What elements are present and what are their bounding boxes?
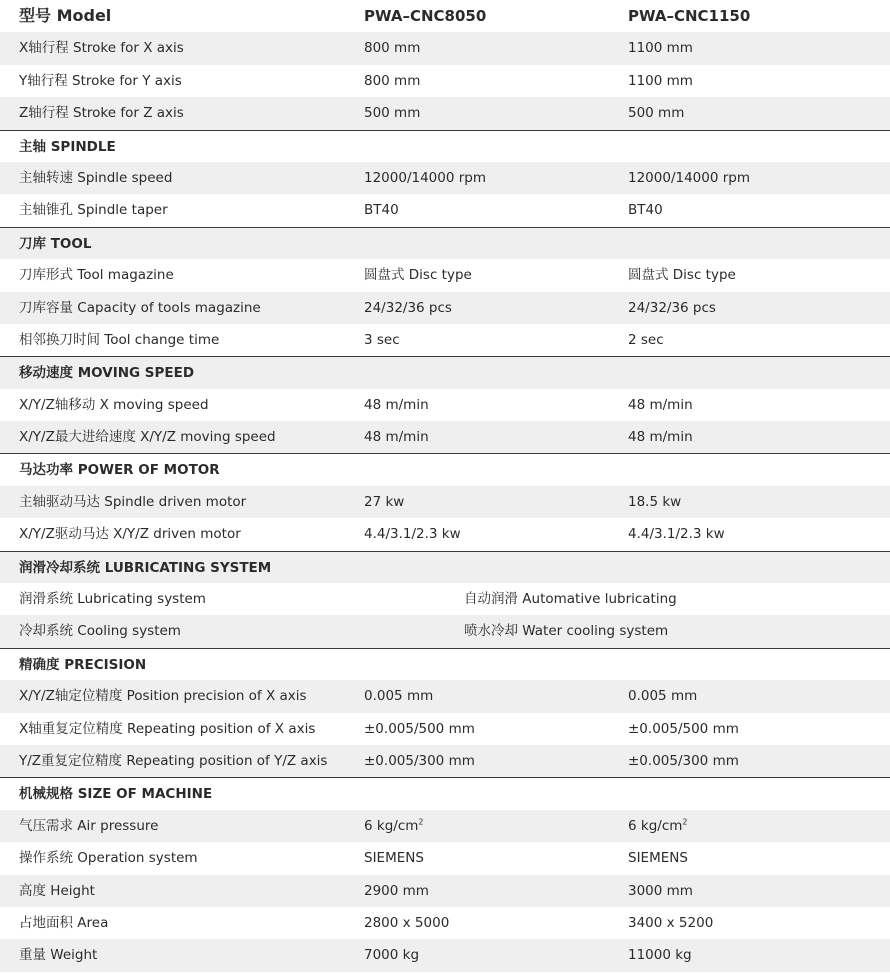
row-label: 刀库容量 Capacity of tools magazine xyxy=(19,299,261,316)
table-row xyxy=(0,32,890,64)
row-label: 刀库形式 Tool magazine xyxy=(19,267,174,284)
section-title xyxy=(0,453,890,485)
row-value-a xyxy=(364,65,420,97)
row-label: 操作系统 Operation system xyxy=(19,850,198,867)
section-title xyxy=(0,356,890,388)
section-title-text: 刀库 TOOL xyxy=(19,235,92,252)
row-label: X/Y/Z轴定位精度 Position precision of X axis xyxy=(19,688,307,705)
row-value-b xyxy=(628,713,739,745)
row-value-a xyxy=(364,97,420,129)
value-text: BT40 xyxy=(364,202,399,219)
row-value-a xyxy=(364,907,449,939)
row-value-b xyxy=(628,486,681,518)
table-row xyxy=(0,324,890,356)
table-row xyxy=(0,162,890,194)
value-text: 18.5 kw xyxy=(628,493,682,510)
table-row xyxy=(0,65,890,97)
value-text: SIEMENS xyxy=(364,850,424,867)
row-value-b xyxy=(628,32,693,64)
value-text: 0.005 mm xyxy=(364,688,434,705)
section-title-text: 移动速度 MOVING SPEED xyxy=(19,365,195,382)
row-value-b xyxy=(628,421,693,453)
row-value-b xyxy=(628,842,688,874)
value-text: 7000 kg xyxy=(364,947,420,964)
row-label: 主轴驱动马达 Spindle driven motor xyxy=(19,493,247,510)
table-row xyxy=(0,97,890,129)
value-text: 4.4/3.1/2.3 kw xyxy=(628,526,725,543)
value-text: 48 m/min xyxy=(628,429,693,446)
section-title xyxy=(0,227,890,259)
row-label: X/Y/Z轴移动 X moving speed xyxy=(19,396,209,413)
value-text: 1100 mm xyxy=(628,72,693,89)
unit-superscript: 2 xyxy=(682,817,688,827)
table-row xyxy=(0,875,890,907)
row-value-b xyxy=(628,292,716,324)
value-text: 24/32/36 pcs xyxy=(628,299,716,316)
row-value-shared: 喷水冷却 Water cooling system xyxy=(464,623,669,640)
table-row xyxy=(0,842,890,874)
header-model-a: PWA–CNC8050 xyxy=(364,7,487,25)
row-label: Y/Z重复定位精度 Repeating position of Y/Z axis xyxy=(19,752,328,769)
value-text: 3000 mm xyxy=(628,882,693,899)
table-row xyxy=(0,680,890,712)
table-row xyxy=(0,939,890,971)
table-row xyxy=(0,810,890,842)
section-title xyxy=(0,130,890,162)
row-value-a xyxy=(364,745,475,777)
row-value-a xyxy=(364,194,399,226)
value-text: 圆盘式 Disc type xyxy=(364,267,472,284)
value-text: 2800 x 5000 xyxy=(364,914,450,931)
row-value-a xyxy=(364,162,486,194)
row-value-b xyxy=(628,939,692,971)
row-label: 润滑系统 Lubricating system xyxy=(19,591,206,608)
row-value-b xyxy=(628,324,664,356)
row-label: 占地面积 Area xyxy=(19,914,109,931)
table-row xyxy=(0,713,890,745)
row-label: Z轴行程 Stroke for Z axis xyxy=(19,105,184,122)
row-value-a xyxy=(364,875,429,907)
section-title-text: 机械规格 SIZE OF MACHINE xyxy=(19,786,213,803)
value-text: 500 mm xyxy=(364,105,421,122)
table-row xyxy=(0,389,890,421)
row-label: Y轴行程 Stroke for Y axis xyxy=(19,72,182,89)
value-text: 48 m/min xyxy=(364,396,429,413)
value-text: 800 mm xyxy=(364,72,421,89)
row-value-shared: 自动润滑 Automative lubricating xyxy=(464,591,677,608)
value-text: 3400 x 5200 xyxy=(628,914,714,931)
row-value-a xyxy=(364,421,429,453)
row-value-b xyxy=(628,518,725,550)
table-row xyxy=(0,194,890,226)
row-value-b xyxy=(628,162,750,194)
row-label: 高度 Height xyxy=(19,882,95,899)
value-text: 12000/14000 rpm xyxy=(364,169,487,186)
value-text: 24/32/36 pcs xyxy=(364,299,452,316)
row-value-b xyxy=(628,389,693,421)
value-text: 1100 mm xyxy=(628,40,693,57)
value-text: ±0.005/500 mm xyxy=(628,720,739,737)
value-text: 800 mm xyxy=(364,40,421,57)
table-row xyxy=(0,907,890,939)
value-text: 48 m/min xyxy=(364,429,429,446)
value-text: 500 mm xyxy=(628,105,685,122)
row-label: 主轴锥孔 Spindle taper xyxy=(19,202,168,219)
section-title-text: 马达功率 POWER OF MOTOR xyxy=(19,462,220,479)
header-model-b: PWA–CNC1150 xyxy=(628,7,751,25)
row-value-a xyxy=(364,32,420,64)
value-text: 12000/14000 rpm xyxy=(628,169,751,186)
section-title-text: 润滑冷却系统 LUBRICATING SYSTEM xyxy=(19,559,272,576)
row-label: 重量 Weight xyxy=(19,947,98,964)
row-value-a xyxy=(364,486,404,518)
section-title-text: 主轴 SPINDLE xyxy=(19,138,116,155)
row-value-b xyxy=(628,875,693,907)
section-title xyxy=(0,648,890,680)
row-label: X轴重复定位精度 Repeating position of X axis xyxy=(19,720,316,737)
table-row xyxy=(0,615,890,647)
row-value-a xyxy=(364,842,424,874)
value-text: 4.4/3.1/2.3 kw xyxy=(364,526,461,543)
value-text: 11000 kg xyxy=(628,947,692,964)
value-text: 2900 mm xyxy=(364,882,429,899)
row-value-b xyxy=(628,65,693,97)
section-title xyxy=(0,551,890,583)
row-value-a xyxy=(364,939,419,971)
row-label: 主轴转速 Spindle speed xyxy=(19,169,173,186)
row-value-a xyxy=(364,680,433,712)
value-text: BT40 xyxy=(628,202,663,219)
value-text: SIEMENS xyxy=(628,850,688,867)
table-row xyxy=(0,292,890,324)
row-value-a xyxy=(364,259,472,291)
table-row xyxy=(0,421,890,453)
row-label: 相邻换刀时间 Tool change time xyxy=(19,331,220,348)
value-text: 27 kw xyxy=(364,493,405,510)
value-text: ±0.005/300 mm xyxy=(628,752,739,769)
value-text: ±0.005/500 mm xyxy=(364,720,475,737)
row-value-b xyxy=(628,259,736,291)
row-value-a xyxy=(364,713,475,745)
value-text: 0.005 mm xyxy=(628,688,698,705)
value-text: 48 m/min xyxy=(628,396,693,413)
table-row xyxy=(0,486,890,518)
table-row xyxy=(0,259,890,291)
value-text: ±0.005/300 mm xyxy=(364,752,475,769)
row-value-b xyxy=(628,907,713,939)
row-label: 冷却系统 Cooling system xyxy=(19,623,181,640)
table-header xyxy=(0,0,890,32)
row-value-a xyxy=(364,518,461,550)
value-text: 2 sec xyxy=(628,331,664,348)
section-title-text: 精确度 PRECISION xyxy=(19,656,147,673)
row-value-b xyxy=(628,97,684,129)
row-value-b xyxy=(628,680,697,712)
row-value-b xyxy=(628,194,663,226)
row-value-a xyxy=(364,389,429,421)
value-text: 圆盘式 Disc type xyxy=(628,267,736,284)
value-text: 6 kg/cm xyxy=(628,817,683,834)
table-row xyxy=(0,583,890,615)
section-title xyxy=(0,777,890,809)
row-value-b xyxy=(628,810,687,842)
row-label: 气压需求 Air pressure xyxy=(19,817,159,834)
header-label: 型号 Model xyxy=(19,6,112,25)
row-label: X/Y/Z驱动马达 X/Y/Z driven motor xyxy=(19,526,241,543)
row-value-b xyxy=(628,745,739,777)
value-text: 6 kg/cm xyxy=(364,817,419,834)
row-label: X轴行程 Stroke for X axis xyxy=(19,40,184,57)
unit-superscript: 2 xyxy=(418,817,424,827)
table-row xyxy=(0,745,890,777)
row-value-a xyxy=(364,810,423,842)
table-row xyxy=(0,518,890,550)
row-value-a xyxy=(364,324,400,356)
value-text: 3 sec xyxy=(364,331,400,348)
row-value-a xyxy=(364,292,452,324)
row-label: X/Y/Z最大进给速度 X/Y/Z moving speed xyxy=(19,429,276,446)
